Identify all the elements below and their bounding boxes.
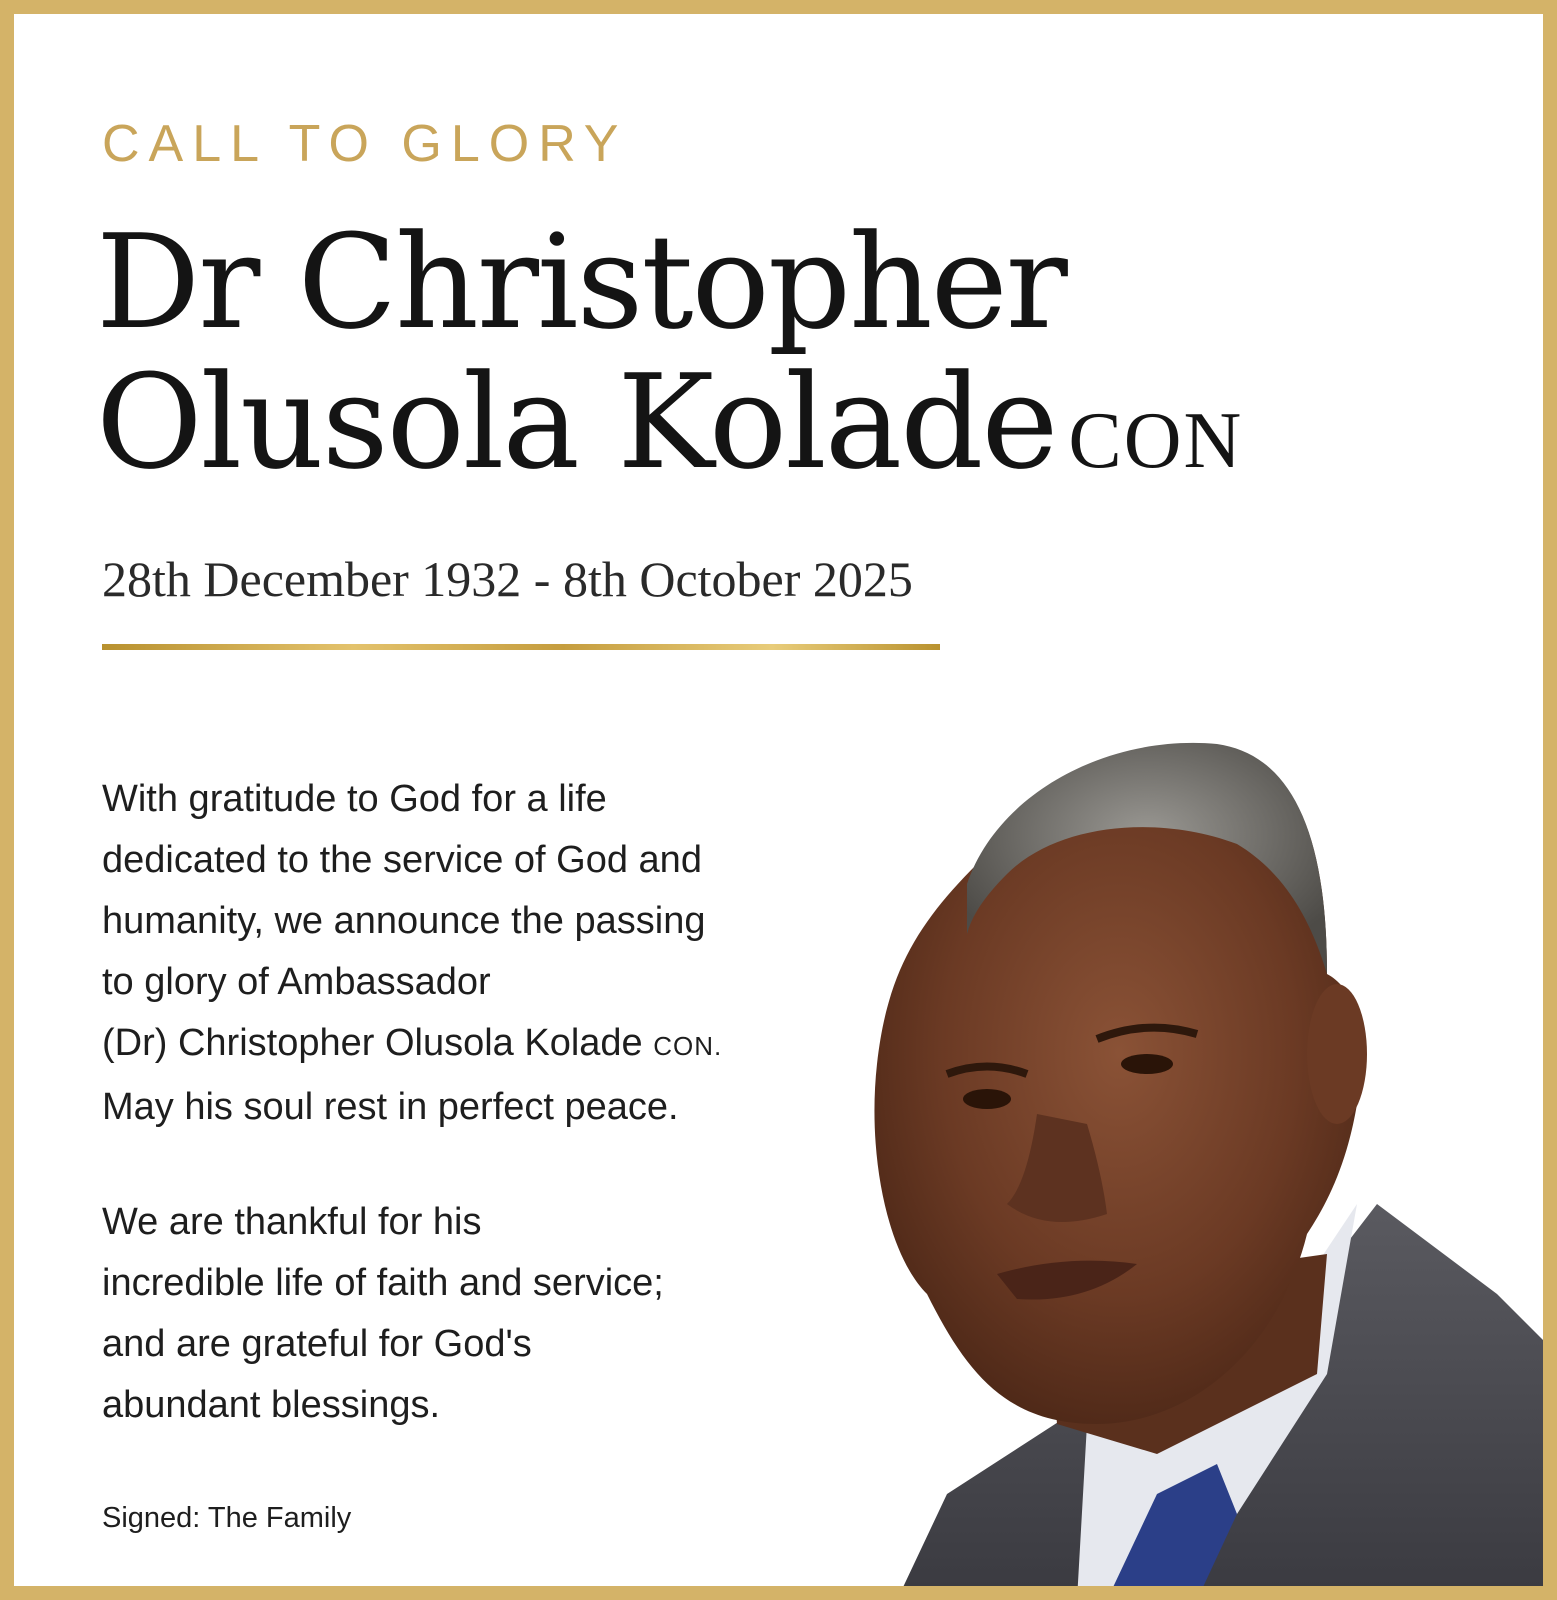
paragraph-line: abundant blessings. [102,1384,441,1426]
eye-right [1121,1054,1173,1074]
inline-honor: CON. [653,1031,723,1061]
eyebrow-heading: CALL TO GLORY [102,115,628,173]
paragraph-line: With gratitude to God for a life [102,778,607,820]
paragraph-line: incredible life of faith and service; [102,1262,664,1304]
honor-title: CON [1068,397,1244,485]
ear-shape [1307,984,1367,1124]
paragraph-line-text: (Dr) Christopher Olusola Kolade [102,1022,643,1064]
paragraph-line: We are thankful for his [102,1201,482,1243]
announcement-paragraph [102,769,862,1138]
life-dates: 28th December 1932 - 8th October 2025 [102,551,913,607]
name-line-2 [96,346,1244,511]
paragraph-line: humanity, we announce the passing [102,900,706,942]
deceased-name [96,206,1244,511]
paragraph-line: to glory of Ambassador [102,961,491,1003]
name-line-1: Dr Christopher [96,206,1066,358]
paragraph-line: May his soul rest in perfect peace. [102,1086,679,1128]
paragraph-line [102,1013,862,1077]
gold-divider [102,644,940,650]
paragraph-line: and are grateful for God's [102,1323,532,1365]
signature-line: Signed: The Family [102,1502,352,1534]
eye-left [963,1089,1011,1109]
portrait-photo [857,734,1557,1600]
gratitude-paragraph [102,1192,862,1436]
name-line-2-text: Olusola Kolade [96,346,1057,498]
paragraph-line: dedicated to the service of God and [102,839,702,881]
